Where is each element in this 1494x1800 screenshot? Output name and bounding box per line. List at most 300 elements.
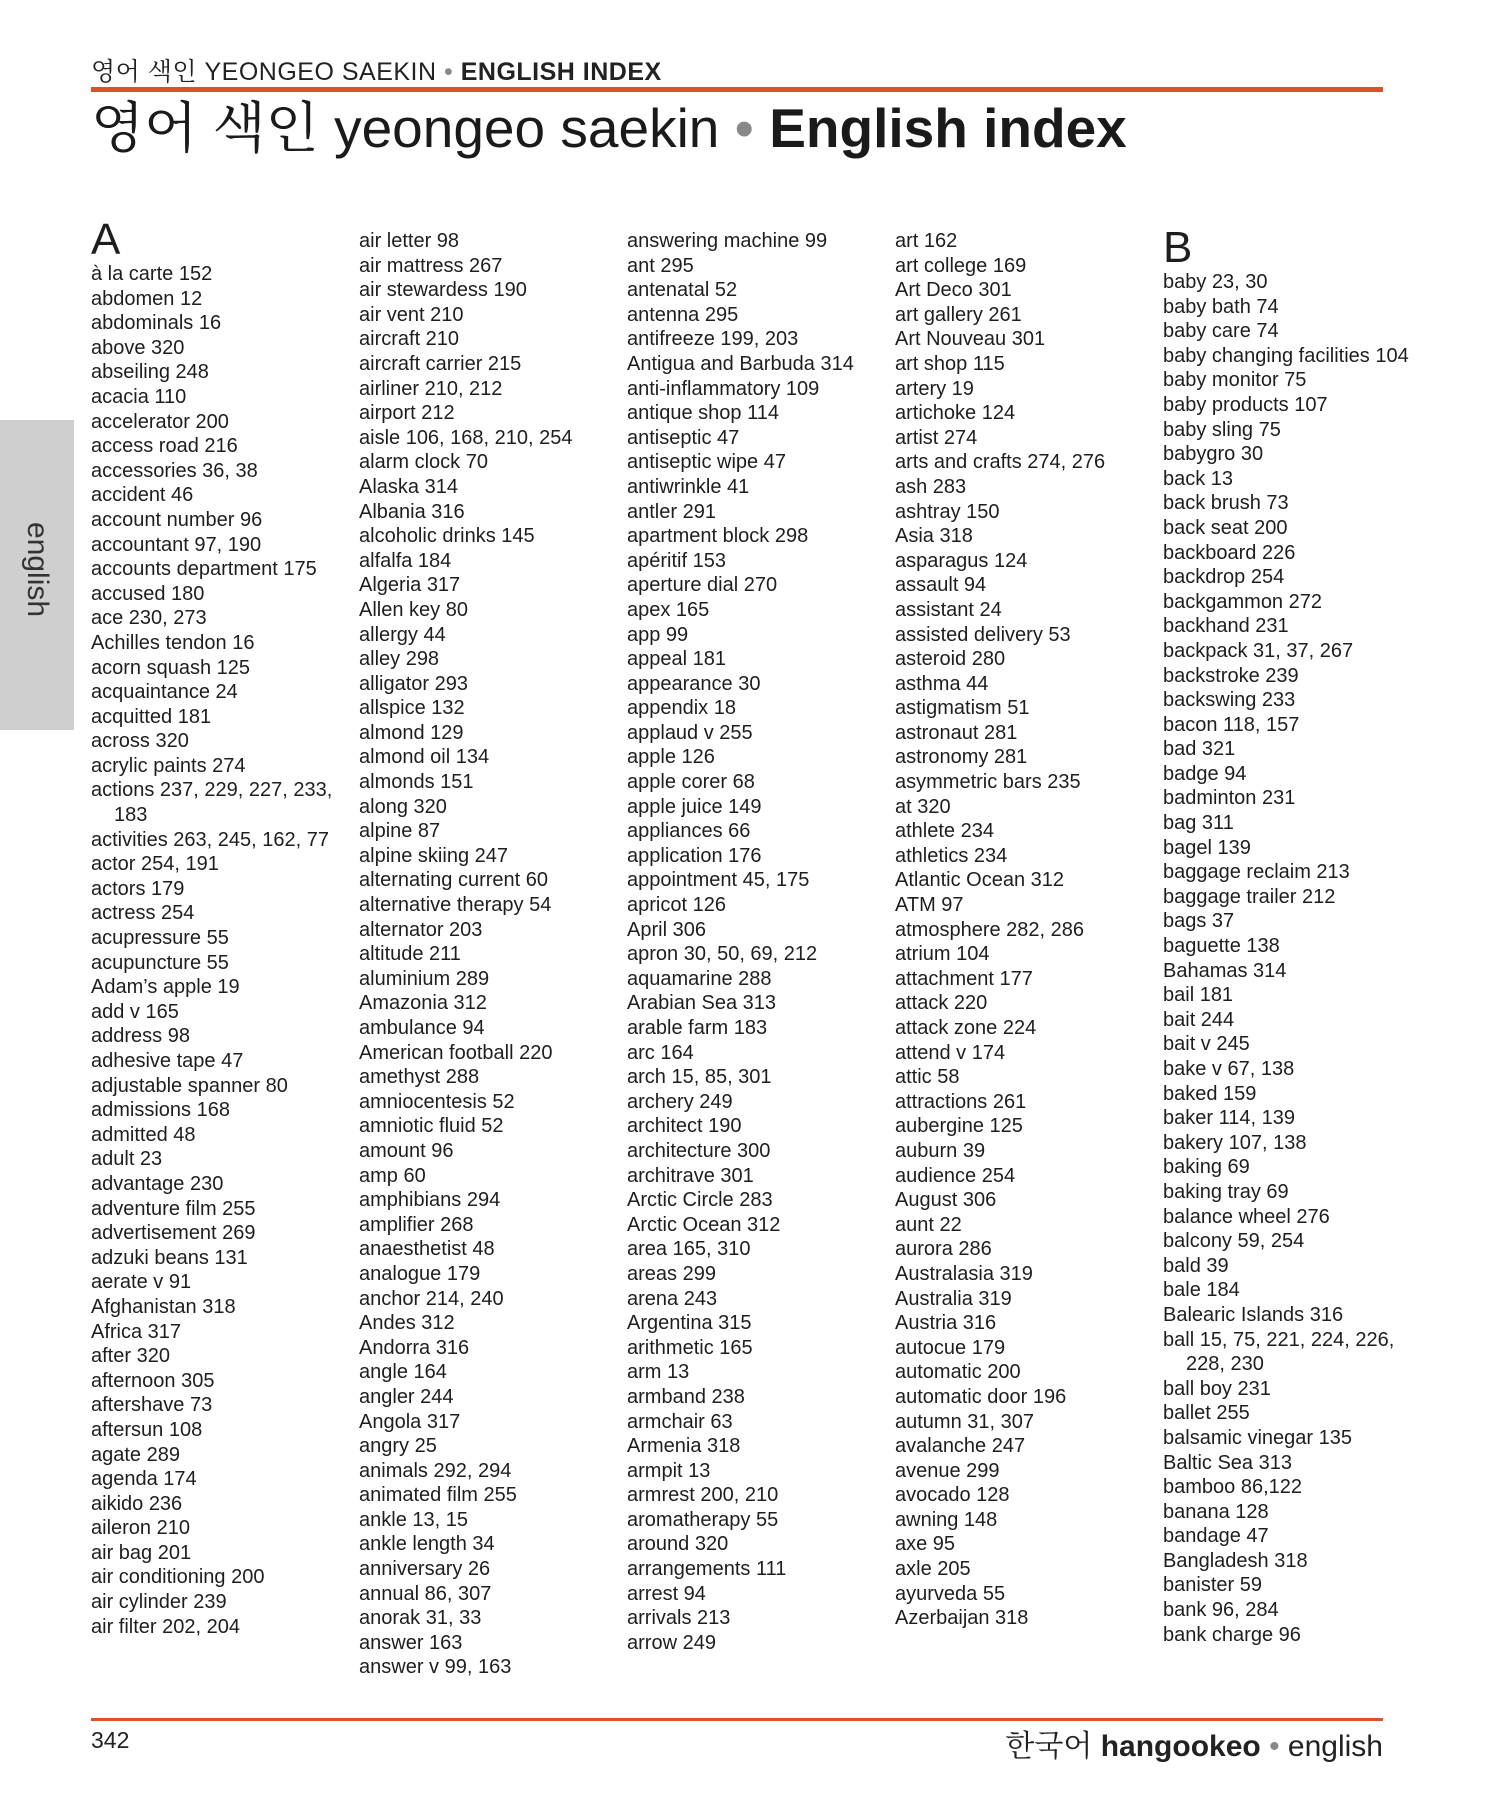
index-entry: art college 169 (895, 254, 1027, 277)
index-entry: apple 126 (627, 746, 715, 769)
index-entry: accessories 36, 38 (91, 459, 258, 482)
index-entry: allergy 44 (359, 623, 446, 646)
index-entry: alarm clock 70 (359, 451, 488, 474)
index-entry: bamboo 86,122 (1163, 1476, 1303, 1499)
index-entry: activities 263, 245, 162, 77 (91, 828, 329, 851)
index-entry: acquitted 181 (91, 705, 212, 728)
index-entry: Asia 318 (895, 525, 973, 548)
index-entry: ankle 13, 15 (359, 1508, 468, 1531)
index-entry: airliner 210, 212 (359, 377, 503, 400)
index-entry: alligator 293 (359, 672, 468, 695)
index-entry: automatic door 196 (895, 1385, 1067, 1408)
index-entry: amount 96 (359, 1139, 454, 1162)
index-entry: backstroke 239 (1163, 664, 1299, 687)
index-entry: alternating current 60 (359, 869, 549, 892)
index-entry: bacon 118, 157 (1163, 713, 1300, 736)
index-entry: atrium 104 (895, 943, 990, 966)
index-entry: Achilles tendon 16 (91, 631, 255, 654)
index-entry: arithmetic 165 (627, 1336, 753, 1359)
index-entry: artichoke 124 (895, 402, 1016, 425)
index-entry: Afghanistan 318 (91, 1295, 236, 1318)
index-entry: alcoholic drinks 145 (359, 525, 535, 548)
index-entry: babygro 30 (1163, 443, 1264, 466)
index-entry: ATM 97 (895, 894, 964, 917)
index-entry: arch 15, 85, 301 (627, 1066, 772, 1089)
index-entry: armrest 200, 210 (627, 1484, 779, 1507)
index-entry: badge 94 (1163, 762, 1247, 785)
index-entry: answer 163 (359, 1631, 463, 1654)
index-entry: baking 69 (1163, 1156, 1250, 1179)
index-entry: Azerbaijan 318 (895, 1607, 1029, 1630)
index-entry: actions 237, 229, 227, 233, 183 (91, 779, 333, 827)
index-entry: balcony 59, 254 (1163, 1230, 1305, 1253)
index-entry: annual 86, 307 (359, 1582, 492, 1605)
index-entry: agate 289 (91, 1443, 180, 1466)
index-entry: antenatal 52 (627, 279, 738, 302)
index-entry: antiseptic 47 (627, 426, 740, 449)
footer-korean: 한국어 (1005, 1730, 1093, 1763)
index-entry: alpine 87 (359, 820, 441, 843)
index-entry: almond 129 (359, 721, 464, 744)
index-entry: bags 37 (1163, 910, 1235, 933)
index-entry: backgammon 272 (1163, 590, 1322, 613)
side-tab (0, 420, 74, 730)
index-entry: backboard 226 (1163, 541, 1296, 564)
section-letter: B (1163, 223, 1193, 272)
index-entry: armband 238 (627, 1385, 745, 1408)
index-entry: airport 212 (359, 402, 455, 425)
index-entry: apartment block 298 (627, 525, 809, 548)
index-entry: artist 274 (895, 426, 978, 449)
index-entry: attractions 261 (895, 1090, 1027, 1113)
index-entry: aileron 210 (91, 1517, 190, 1540)
index-entry: baked 159 (1163, 1082, 1257, 1105)
index-entry: accused 180 (91, 582, 205, 605)
index-entry: back seat 200 (1163, 516, 1288, 539)
index-entry: archery 249 (627, 1090, 733, 1113)
index-entry: asteroid 280 (895, 648, 1006, 671)
index-entry: back brush 73 (1163, 492, 1289, 515)
index-entry: aperture dial 270 (627, 574, 778, 597)
index-entry: bandage 47 (1163, 1525, 1269, 1548)
index-entry: Australia 319 (895, 1287, 1012, 1310)
index-entry: amphibians 294 (359, 1189, 501, 1212)
index-entry: antiwrinkle 41 (627, 475, 750, 498)
index-entry: almonds 151 (359, 771, 474, 794)
index-entry: autumn 31, 307 (895, 1410, 1034, 1433)
index-column-3 (627, 229, 889, 1655)
index-entry: alpine skiing 247 (359, 844, 508, 867)
index-entry: air conditioning 200 (91, 1566, 265, 1589)
index-entry: alternator 203 (359, 918, 483, 941)
index-entry: astronomy 281 (895, 746, 1028, 769)
index-entry: alley 298 (359, 648, 440, 671)
index-entry: apple juice 149 (627, 795, 762, 818)
index-entry: awning 148 (895, 1508, 998, 1531)
index-entry: Algeria 317 (359, 574, 461, 597)
index-entry: Bahamas 314 (1163, 959, 1287, 982)
index-entry: asthma 44 (895, 672, 989, 695)
index-entry: bank charge 96 (1163, 1623, 1301, 1646)
index-entry: Arabian Sea 313 (627, 992, 777, 1015)
index-entry: asparagus 124 (895, 549, 1028, 572)
index-entry: Adam’s apple 19 (91, 976, 240, 999)
index-entry: add v 165 (91, 1000, 179, 1023)
footer-romanized: hangookeo (1100, 1730, 1261, 1763)
index-entry: address 98 (91, 1025, 190, 1048)
index-entry: bale 184 (1163, 1279, 1240, 1302)
index-entry: aurora 286 (895, 1238, 992, 1261)
index-entry: acrylic paints 274 (91, 754, 246, 777)
index-entry: baguette 138 (1163, 935, 1280, 958)
index-entry: apéritif 153 (627, 549, 726, 572)
index-entry: axle 205 (895, 1558, 971, 1581)
index-entry: baby monitor 75 (1163, 369, 1307, 392)
index-entry: antenna 295 (627, 303, 739, 326)
index-entry: anaesthetist 48 (359, 1238, 495, 1261)
index-entry: bail 181 (1163, 984, 1234, 1007)
index-entry: Albania 316 (359, 500, 465, 523)
index-entry: aircraft 210 (359, 328, 460, 351)
index-entry: baggage trailer 212 (1163, 885, 1336, 908)
index-entry: acorn squash 125 (91, 656, 251, 679)
index-entry: accountant 97, 190 (91, 533, 262, 556)
index-entry: aluminium 289 (359, 967, 490, 990)
index-entry: animals 292, 294 (359, 1459, 512, 1482)
index-entry: backhand 231 (1163, 615, 1289, 638)
index-entry: alternative therapy 54 (359, 894, 552, 917)
index-entry: anorak 31, 33 (359, 1607, 482, 1630)
index-entry: April 306 (627, 918, 706, 941)
index-entry: actress 254 (91, 902, 195, 925)
index-entry: apple corer 68 (627, 771, 755, 794)
index-entry: aromatherapy 55 (627, 1508, 779, 1531)
index-entry: actor 254, 191 (91, 853, 219, 876)
index-entry: accident 46 (91, 484, 194, 507)
index-entry: à la carte 152 (91, 263, 213, 285)
index-entry: air letter 98 (359, 230, 460, 252)
index-entry: amniotic fluid 52 (359, 1115, 504, 1138)
index-entry: attack zone 224 (895, 1017, 1037, 1039)
index-entry: Arctic Ocean 312 (627, 1213, 781, 1236)
index-entry: ayurveda 55 (895, 1582, 1006, 1605)
index-entry: abdomen 12 (91, 287, 203, 310)
footer-bullet: • (1269, 1730, 1280, 1763)
running-header-korean: 영어 색인 YEONGEO SAEKIN (91, 58, 437, 86)
index-entry: Africa 317 (91, 1320, 182, 1343)
index-entry: anchor 214, 240 (359, 1287, 504, 1310)
index-entry: Art Deco 301 (895, 279, 1012, 302)
header-rule (91, 87, 1383, 92)
index-entry: baby bath 74 (1163, 295, 1279, 318)
index-entry: advantage 230 (91, 1172, 224, 1195)
index-entry: avalanche 247 (895, 1435, 1026, 1458)
index-entry: appearance 30 (627, 672, 761, 695)
index-entry: Armenia 318 (627, 1435, 741, 1458)
page-number: 342 (91, 1727, 130, 1753)
index-entry: air cylinder 239 (91, 1591, 227, 1614)
index-entry: ant 295 (627, 254, 694, 277)
index-entry: applaud v 255 (627, 721, 753, 744)
index-entry: Austria 316 (895, 1312, 997, 1335)
index-entry: analogue 179 (359, 1262, 481, 1285)
index-entry: above 320 (91, 336, 185, 359)
index-entry: aftersun 108 (91, 1418, 203, 1441)
index-entry: arable farm 183 (627, 1017, 768, 1039)
footer-english: english (1287, 1730, 1383, 1763)
index-entry: adjustable spanner 80 (91, 1074, 288, 1097)
index-entry: apricot 126 (627, 894, 726, 917)
index-entry: apron 30, 50, 69, 212 (627, 943, 818, 966)
index-entry: astronaut 281 (895, 721, 1018, 744)
index-entry: Art Nouveau 301 (895, 328, 1046, 351)
index-entry: afternoon 305 (91, 1369, 215, 1392)
index-entry: bad 321 (1163, 738, 1236, 761)
index-entry: after 320 (91, 1345, 170, 1368)
index-entry: antique shop 114 (627, 402, 779, 425)
index-entry: accelerator 200 (91, 410, 229, 433)
index-entry: amp 60 (359, 1164, 426, 1187)
index-entry: advertisement 269 (91, 1222, 256, 1245)
index-entry: baggage reclaim 213 (1163, 861, 1350, 884)
section-letter: A (91, 215, 121, 264)
index-entry: art gallery 261 (895, 303, 1022, 326)
index-entry: ball 15, 75, 221, 224, 226, 228, 230 (1163, 1328, 1395, 1376)
index-entry: Australasia 319 (895, 1262, 1033, 1285)
index-entry: art shop 115 (895, 352, 1005, 375)
index-entry: back 13 (1163, 467, 1234, 490)
index-entry: autocue 179 (895, 1336, 1006, 1359)
index-entry: amethyst 288 (359, 1066, 480, 1089)
index-entry: arrest 94 (627, 1582, 706, 1605)
index-entry: arc 164 (627, 1041, 694, 1064)
index-entry: abdominals 16 (91, 312, 222, 335)
index-entry: air stewardess 190 (359, 279, 527, 302)
index-entry: architrave 301 (627, 1164, 754, 1187)
index-entry: asymmetric bars 235 (895, 771, 1081, 794)
index-entry: Argentina 315 (627, 1312, 752, 1335)
index-entry: arrow 249 (627, 1631, 716, 1654)
index-entry: ashtray 150 (895, 500, 1000, 523)
index-entry: areas 299 (627, 1262, 716, 1285)
index-entry: access road 216 (91, 435, 238, 458)
index-entry: attachment 177 (895, 967, 1033, 990)
index-entry: appliances 66 (627, 820, 751, 843)
page-title (91, 95, 1127, 161)
index-entry: angle 164 (359, 1361, 447, 1384)
index-entry: amplifier 268 (359, 1213, 474, 1236)
index-entry: astigmatism 51 (895, 697, 1030, 720)
index-entry: ambulance 94 (359, 1017, 485, 1039)
index-entry: baker 114, 139 (1163, 1107, 1295, 1130)
index-entry: adventure film 255 (91, 1197, 256, 1220)
index-entry: Balearic Islands 316 (1163, 1303, 1344, 1326)
index-entry: appendix 18 (627, 697, 736, 720)
index-entry: aircraft carrier 215 (359, 352, 522, 375)
index-entry: application 176 (627, 844, 762, 867)
index-entry: Allen key 80 (359, 598, 468, 621)
index-entry: altitude 211 (359, 943, 461, 966)
running-header-bullet: • (444, 58, 454, 86)
index-entry: area 165, 310 (627, 1238, 751, 1261)
index-entry: baking tray 69 (1163, 1180, 1289, 1203)
index-entry: attend v 174 (895, 1041, 1006, 1064)
index-entry: badminton 231 (1163, 787, 1296, 810)
index-entry: at 320 (895, 795, 951, 818)
index-entry: balance wheel 276 (1163, 1205, 1330, 1228)
index-entry: admitted 48 (91, 1123, 196, 1146)
index-entry: Amazonia 312 (359, 992, 487, 1015)
index-entry: balsamic vinegar 135 (1163, 1426, 1352, 1449)
index-entry: adzuki beans 131 (91, 1246, 248, 1269)
running-header (91, 52, 662, 88)
index-entry: abseiling 248 (91, 361, 209, 384)
index-entry: August 306 (895, 1189, 997, 1212)
index-entry: arrivals 213 (627, 1607, 731, 1630)
index-entry: Bangladesh 318 (1163, 1549, 1308, 1572)
index-entry: backpack 31, 37, 267 (1163, 639, 1354, 662)
index-entry: backswing 233 (1163, 689, 1296, 712)
index-entry: ballet 255 (1163, 1402, 1250, 1425)
index-entry: accounts department 175 (91, 558, 317, 581)
index-entry: answering machine 99 (627, 230, 828, 252)
index-column-2 (359, 229, 621, 1680)
index-entry: around 320 (627, 1533, 729, 1556)
index-entry: bait v 245 (1163, 1033, 1250, 1056)
index-entry: aisle 106, 168, 210, 254 (359, 426, 573, 449)
index-entry: art 162 (895, 230, 958, 252)
index-entry: atmosphere 282, 286 (895, 918, 1085, 941)
index-entry: app 99 (627, 623, 689, 646)
index-entry: Arctic Circle 283 (627, 1189, 773, 1212)
index-entry: alfalfa 184 (359, 549, 452, 572)
index-entry: angler 244 (359, 1385, 454, 1408)
index-entry: across 320 (91, 730, 189, 753)
index-entry: aftershave 73 (91, 1394, 213, 1417)
index-entry: American football 220 (359, 1041, 553, 1064)
index-entry: banister 59 (1163, 1574, 1262, 1597)
index-entry: auburn 39 (895, 1139, 986, 1162)
index-entry: attic 58 (895, 1066, 960, 1089)
index-entry: ankle length 34 (359, 1533, 495, 1556)
index-entry: bake v 67, 138 (1163, 1058, 1295, 1080)
index-entry: aerate v 91 (91, 1271, 192, 1294)
page-title-korean: 영어 색인 yeongeo saekin (91, 97, 720, 159)
index-entry: ash 283 (895, 475, 967, 498)
index-entry: anniversary 26 (359, 1558, 491, 1581)
index-column-4 (895, 229, 1157, 1631)
index-entry: artery 19 (895, 377, 974, 400)
index-entry: ace 230, 273 (91, 607, 207, 630)
index-entry: Antigua and Barbuda 314 (627, 352, 854, 375)
index-entry: almond oil 134 (359, 746, 490, 769)
index-entry: acupressure 55 (91, 927, 229, 950)
index-entry: answer v 99, 163 (359, 1656, 512, 1679)
index-entry: actors 179 (91, 877, 185, 900)
index-entry: bagel 139 (1163, 836, 1251, 859)
index-entry: armpit 13 (627, 1459, 711, 1482)
index-entry: baby 23, 30 (1163, 271, 1268, 293)
index-entry: animated film 255 (359, 1484, 517, 1507)
index-entry: bald 39 (1163, 1254, 1229, 1277)
side-tab-label: english (21, 522, 54, 618)
index-entry: Andes 312 (359, 1312, 455, 1335)
index-entry: athletics 234 (895, 844, 1008, 867)
index-entry: avenue 299 (895, 1459, 1000, 1482)
index-entry: baby changing facilities 104 (1163, 344, 1409, 367)
index-entry: air vent 210 (359, 303, 464, 326)
page-title-bullet: • (734, 97, 754, 159)
index-entry: along 320 (359, 795, 447, 818)
index-entry: arena 243 (627, 1287, 718, 1310)
index-entry: arts and crafts 274, 276 (895, 451, 1106, 474)
index-entry: antler 291 (627, 500, 716, 523)
index-entry: ball boy 231 (1163, 1377, 1271, 1400)
index-entry: acupuncture 55 (91, 951, 229, 974)
index-entry: architecture 300 (627, 1139, 771, 1162)
index-entry: aubergine 125 (895, 1115, 1023, 1138)
index-entry: backdrop 254 (1163, 566, 1285, 589)
index-entry: automatic 200 (895, 1361, 1021, 1384)
index-entry: assistant 24 (895, 598, 1002, 621)
index-entry: bank 96, 284 (1163, 1599, 1279, 1622)
index-column-5 (1163, 223, 1425, 1647)
index-entry: anti-inflammatory 109 (627, 377, 820, 400)
index-entry: armchair 63 (627, 1410, 733, 1433)
index-entry: axe 95 (895, 1533, 956, 1556)
index-entry: amniocentesis 52 (359, 1090, 515, 1113)
index-entry: air filter 202, 204 (91, 1615, 240, 1638)
index-column-1 (91, 215, 353, 1639)
index-entry: architect 190 (627, 1115, 742, 1138)
index-entry: arrangements 111 (627, 1558, 787, 1581)
index-entry: assisted delivery 53 (895, 623, 1071, 646)
index-entry: Angola 317 (359, 1410, 461, 1433)
index-entry: acacia 110 (91, 385, 187, 408)
index-entry: attack 220 (895, 992, 988, 1015)
index-entry: Baltic Sea 313 (1163, 1451, 1292, 1474)
index-entry: audience 254 (895, 1164, 1016, 1187)
index-entry: account number 96 (91, 508, 263, 531)
index-entry: Andorra 316 (359, 1336, 470, 1359)
index-entry: Atlantic Ocean 312 (895, 869, 1064, 892)
index-entry: avocado 128 (895, 1484, 1010, 1507)
index-entry: adhesive tape 47 (91, 1050, 244, 1072)
index-entry: antifreeze 199, 203 (627, 328, 799, 351)
index-entry: air bag 201 (91, 1541, 192, 1564)
index-entry: bait 244 (1163, 1008, 1235, 1031)
index-entry: aikido 236 (91, 1492, 183, 1515)
index-entry: athlete 234 (895, 820, 994, 843)
index-entry: Alaska 314 (359, 475, 458, 498)
index-entry: arm 13 (627, 1361, 690, 1384)
index-entry: baby sling 75 (1163, 418, 1281, 441)
index-entry: air mattress 267 (359, 254, 503, 277)
index-entry: banana 128 (1163, 1500, 1269, 1523)
index-entry: agenda 174 (91, 1468, 197, 1491)
index-entry: adult 23 (91, 1148, 163, 1171)
index-entry: admissions 168 (91, 1099, 230, 1122)
index-entry: baby care 74 (1163, 320, 1279, 343)
index-entry: bakery 107, 138 (1163, 1131, 1307, 1154)
index-entry: bag 311 (1163, 812, 1234, 835)
index-entry: aunt 22 (895, 1213, 962, 1236)
index-entry: allspice 132 (359, 697, 465, 720)
index-entry: appeal 181 (627, 648, 726, 671)
index-entry: acquaintance 24 (91, 681, 238, 704)
index-entry: antiseptic wipe 47 (627, 451, 786, 474)
index-entry: baby products 107 (1163, 393, 1328, 416)
